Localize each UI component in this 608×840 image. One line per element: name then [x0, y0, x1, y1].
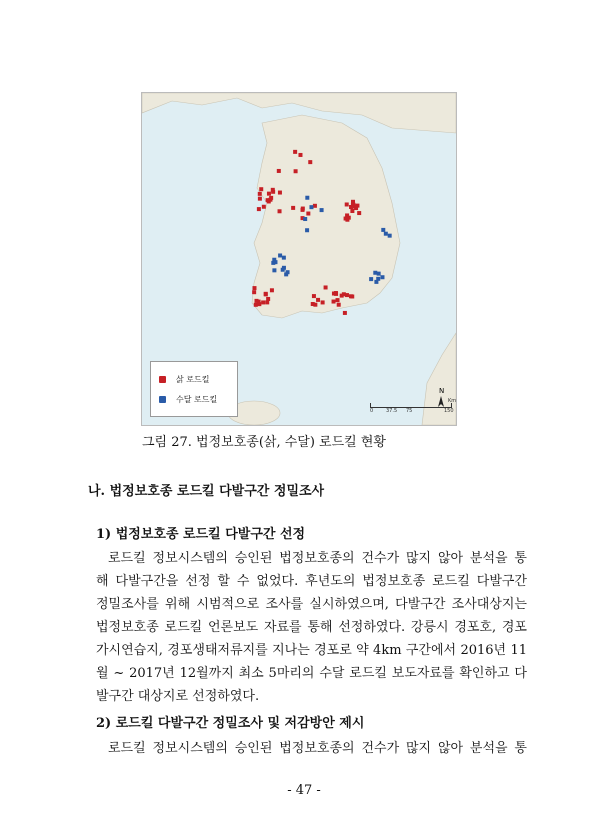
wildcat-roadkill-marker [252, 286, 256, 290]
wildcat-roadkill-marker [267, 192, 271, 196]
wildcat-roadkill-marker [313, 204, 317, 208]
paragraph-line: 발구간 대상지로 선정하였다. [96, 689, 260, 704]
otter-roadkill-marker [373, 271, 377, 275]
section-heading: 나. 법정보호종 로드킬 다발구간 정밀조사 [88, 484, 325, 499]
wildcat-roadkill-marker [350, 209, 354, 213]
otter-roadkill-marker [303, 217, 307, 221]
figure-caption: 그림 27. 법정보호종(삵, 수달) 로드킬 현황 [142, 435, 386, 450]
wildcat-roadkill-marker [301, 207, 305, 211]
paragraph-line: 가시연습지, 경포생태저류지를 지나는 경포로 약 4km 구간에서 2016년 11 [96, 643, 527, 658]
wildcat-roadkill-marker [306, 212, 310, 216]
legend-item-wildcat: 삵 로드킬 [159, 374, 209, 385]
wildcat-roadkill-marker [262, 205, 266, 209]
wildcat-roadkill-marker [258, 197, 262, 201]
wildcat-roadkill-marker [357, 211, 361, 215]
otter-roadkill-marker [278, 253, 282, 257]
wildcat-roadkill-marker [298, 153, 302, 157]
wildcat-roadkill-marker [294, 169, 298, 173]
wildcat-roadkill-marker [265, 300, 269, 304]
paragraph-line: 로드킬 정보시스템의 승인된 법정보호종의 건수가 많지 않아 분석을 통 [108, 741, 527, 756]
wildcat-roadkill-marker [259, 187, 263, 191]
wildcat-roadkill-marker [345, 293, 349, 297]
paragraph-line: 법정보호종 로드킬 언론보도 자료를 통해 선정하였다. 강릉시 경포호, 경포 [96, 620, 527, 635]
wildcat-roadkill-marker [332, 300, 336, 304]
wildcat-roadkill-marker [264, 292, 268, 296]
wildcat-roadkill-marker [345, 202, 349, 206]
wildcat-roadkill-marker [261, 300, 265, 304]
otter-roadkill-marker [388, 234, 392, 238]
paragraph-line: 해 다발구간을 선정 할 수 없었다. 후년도의 법정보호종 로드킬 다발구간 [96, 574, 527, 589]
wildcat-roadkill-marker [343, 311, 347, 315]
otter-roadkill-marker [369, 277, 373, 281]
wildcat-roadkill-marker [266, 297, 270, 301]
otter-roadkill-marker [305, 228, 309, 232]
legend-item-otter: 수달 로드킬 [159, 394, 217, 405]
wildcat-roadkill-marker [349, 294, 353, 298]
wildcat-roadkill-marker [316, 298, 320, 302]
wildcat-roadkill-marker [252, 290, 256, 294]
wildcat-roadkill-marker [340, 294, 344, 298]
otter-roadkill-marker [380, 275, 384, 279]
otter-roadkill-marker [272, 268, 276, 272]
wildcat-roadkill-marker [336, 298, 340, 302]
map-legend [150, 361, 238, 417]
paragraph-line: 정밀조사를 위해 시범적으로 조사를 실시하였으며, 다발구간 조사대상지는 [96, 597, 527, 612]
otter-roadkill-marker [281, 268, 285, 272]
roadkill-map [141, 92, 457, 426]
otter-roadkill-marker [309, 205, 313, 209]
wildcat-roadkill-marker [312, 294, 316, 298]
wildcat-roadkill-marker [277, 169, 281, 173]
wildcat-roadkill-marker [321, 300, 325, 304]
wildcat-roadkill-marker [337, 303, 341, 307]
otter-roadkill-marker [305, 196, 309, 200]
paragraph-line: 월 ~ 2017년 12월까지 최소 5마리의 수달 로드킬 보도자료를 확인하고 다 [96, 666, 527, 681]
wildcat-roadkill-marker [351, 200, 355, 204]
page-number: - 47 - [287, 783, 321, 798]
wildcat-roadkill-marker [347, 216, 351, 220]
wildcat-roadkill-marker [271, 190, 275, 194]
wildcat-roadkill-marker [258, 192, 262, 196]
scale-bar: 0 37.5 75 150 Km [370, 398, 457, 414]
wildcat-roadkill-marker [308, 160, 312, 164]
otter-roadkill-marker [384, 232, 388, 236]
subsection-heading-2: 2) 로드킬 다발구간 정밀조사 및 저감방안 제시 [96, 716, 365, 731]
wildcat-roadkill-marker [268, 198, 272, 202]
otter-roadkill-marker [374, 280, 378, 284]
red-marker-icon [159, 376, 166, 383]
wildcat-roadkill-marker [291, 206, 295, 210]
blue-marker-icon [159, 396, 166, 403]
wildcat-roadkill-marker [257, 300, 261, 304]
wildcat-roadkill-marker [278, 209, 282, 213]
paragraph-line: 로드킬 정보시스템의 승인된 법정보호종의 건수가 많지 않아 분석을 통 [108, 551, 527, 566]
wildcat-roadkill-marker [257, 207, 261, 211]
subsection-heading-1: 1) 법정보호종 로드킬 다발구간 선정 [96, 527, 306, 542]
wildcat-roadkill-marker [270, 288, 274, 292]
north-arrow-icon: N [439, 387, 445, 395]
otter-roadkill-marker [381, 228, 385, 232]
otter-roadkill-marker [320, 208, 324, 212]
otter-roadkill-marker [286, 270, 290, 274]
otter-roadkill-marker [271, 261, 275, 265]
wildcat-roadkill-marker [313, 303, 317, 307]
wildcat-roadkill-marker [324, 285, 328, 289]
wildcat-roadkill-marker [334, 291, 338, 295]
wildcat-roadkill-marker [293, 150, 297, 154]
wildcat-roadkill-marker [278, 191, 282, 195]
wildcat-roadkill-marker [354, 206, 358, 210]
otter-roadkill-marker [282, 256, 286, 260]
